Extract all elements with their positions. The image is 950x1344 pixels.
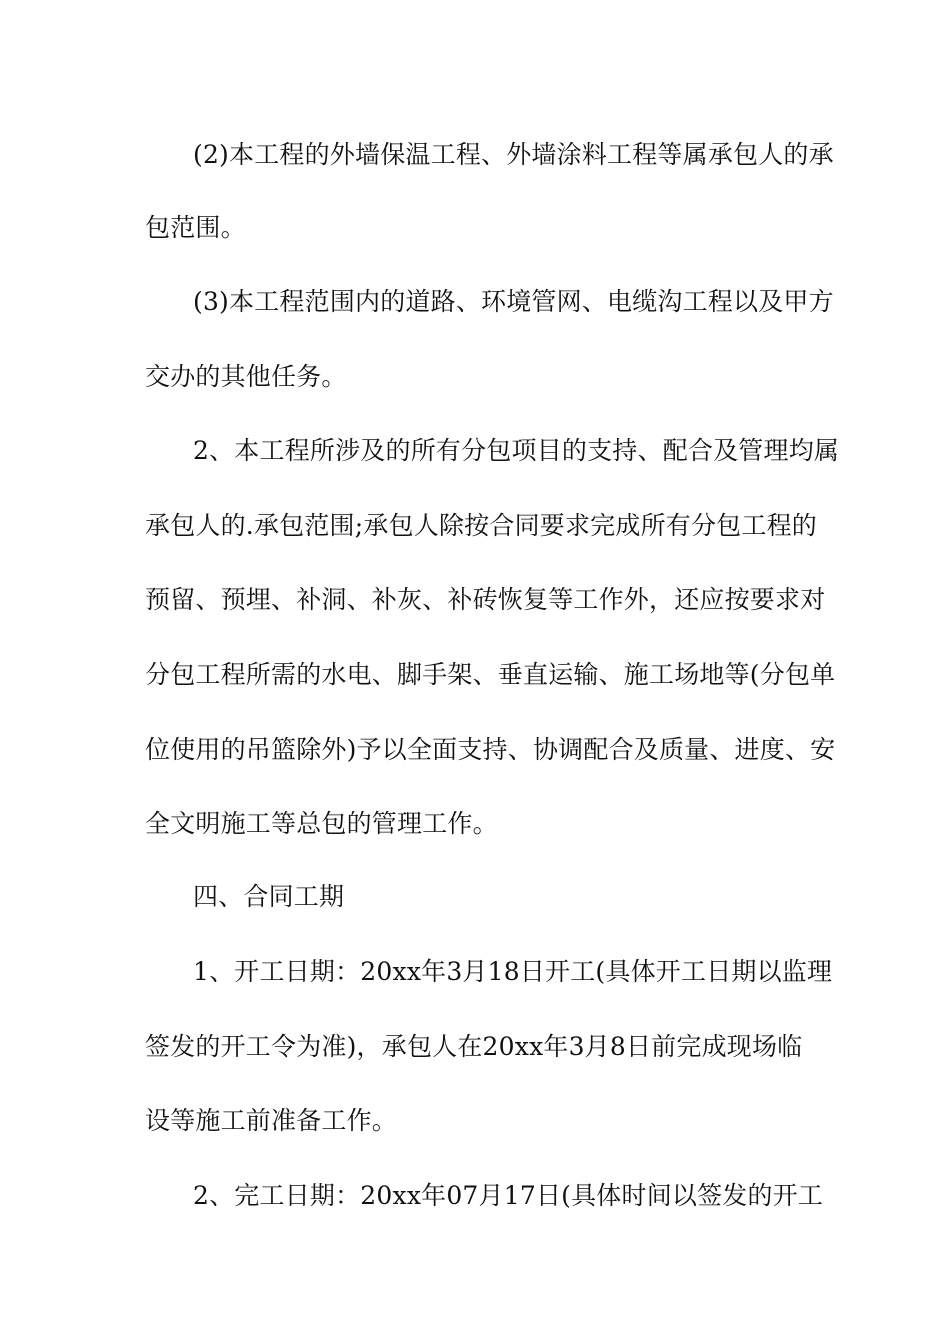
paragraph-line: 交办的其他任务。 — [145, 362, 347, 391]
paragraph-line: 签发的开工令为准)，承包人在20xx年3月8日前完成现场临 — [145, 1032, 803, 1061]
paragraph-line: 位使用的吊篮除外)予以全面支持、协调配合及质量、进度、安 — [145, 735, 836, 764]
paragraph-line: 1、开工日期：20xx年3月18日开工(具体开工日期以监理 — [193, 957, 833, 986]
paragraph-line: 包范围。 — [145, 213, 246, 242]
paragraph-line: (3)本工程范围内的道路、环境管网、电缆沟工程以及甲方 — [193, 287, 834, 316]
paragraph-line: (2)本工程的外墙保温工程、外墙涂料工程等属承包人的承 — [193, 140, 834, 169]
paragraph-line: 承包人的.承包范围;承包人除按合同要求完成所有分包工程的 — [145, 511, 817, 540]
paragraph-line: 预留、预埋、补洞、补灰、补砖恢复等工作外，还应按要求对 — [145, 585, 826, 614]
paragraph-line: 2、本工程所涉及的所有分包项目的支持、配合及管理均属 — [193, 436, 840, 465]
paragraph-line: 设等施工前准备工作。 — [145, 1106, 398, 1135]
section-heading: 四、合同工期 — [193, 882, 345, 911]
paragraph-line: 全文明施工等总包的管理工作。 — [145, 809, 498, 838]
paragraph-line: 2、完工日期：20xx年07月17日(具体时间以签发的开工 — [193, 1181, 824, 1210]
paragraph-line: 分包工程所需的水电、脚手架、垂直运输、施工场地等(分包单 — [145, 660, 836, 689]
